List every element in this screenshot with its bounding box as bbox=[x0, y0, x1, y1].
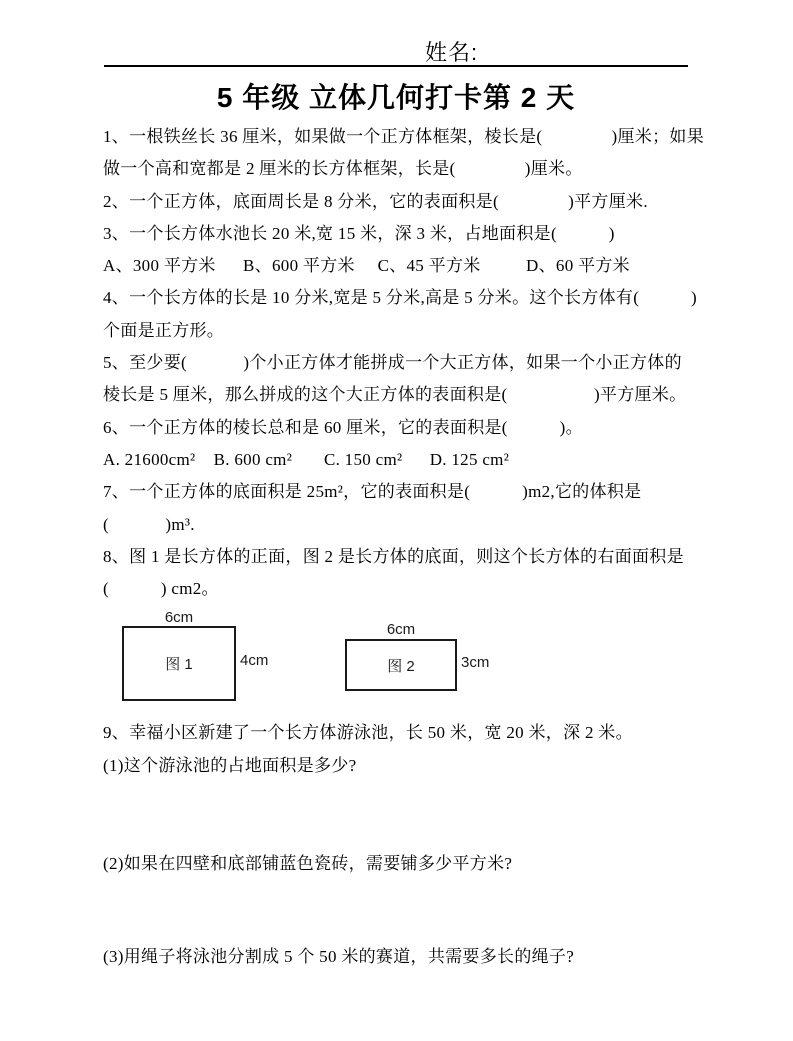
question-5-text: 5、至少要( )个小正方体才能拼成一个大正方体，如果一个小正方体的 bbox=[103, 353, 682, 373]
question-4-text-cont: 个面是正方形。 bbox=[103, 320, 225, 340]
figure-1-caption: 图 1 bbox=[165, 656, 193, 674]
figure-2-caption: 图 2 bbox=[387, 657, 415, 675]
question-9-sub-2: (2)如果在四壁和底部铺蓝色瓷砖，需要铺多少平方米? bbox=[103, 854, 513, 874]
figure-1-rectangle bbox=[122, 626, 236, 701]
question-4-text: 4、一个长方体的长是 10 分米,宽是 5 分米,高是 5 分米。这个长方体有( ) bbox=[103, 288, 698, 308]
question-6-text: 6、一个正方体的棱长总和是 60 厘米，它的表面积是( )。 bbox=[103, 417, 583, 437]
figure-2-rectangle bbox=[345, 639, 457, 691]
worksheet-body bbox=[103, 121, 723, 974]
page-title: 5 年级 立体几何打卡第 2 天 bbox=[216, 82, 576, 113]
question-2-text: 2、一个正方体，底面周长是 8 分米，它的表面积是( )平方厘米. bbox=[103, 191, 648, 211]
figure-2-height-label: 3cm bbox=[461, 654, 490, 672]
question-8-text-cont: ( ) cm2。 bbox=[103, 579, 219, 599]
figure-2-width-label: 6cm bbox=[386, 621, 416, 639]
question-7-text: 7、一个正方体的底面积是 25m²，它的表面积是( )m2,它的体积是 bbox=[103, 482, 642, 502]
name-label: 姓名: bbox=[425, 40, 479, 65]
question-8-text: 8、图 1 是长方体的正面，图 2 是长方体的底面，则这个长方体的右面面积是 bbox=[103, 546, 684, 566]
question-3-options: A、300 平方米 B、600 平方米 C、45 平方米 D、60 平方米 bbox=[103, 256, 630, 276]
question-7-text-cont: ( )m³. bbox=[103, 514, 195, 534]
question-6-options: A. 21600cm² B. 600 cm² C. 150 cm² D. 125 cm² bbox=[103, 449, 510, 469]
question-8-figures bbox=[103, 605, 723, 717]
question-5-text-cont: 棱长是 5 厘米，那么拼成的这个大正方体的表面积是( )平方厘米。 bbox=[103, 385, 687, 405]
question-1-text: 1、一根铁丝长 36 厘米，如果做一个正方体框架，棱长是( )厘米；如果 bbox=[103, 127, 705, 146]
name-underline bbox=[104, 65, 688, 67]
question-9-sub-1: (1)这个游泳池的占地面积是多少? bbox=[103, 755, 357, 775]
question-1-text-cont: 做一个高和宽都是 2 厘米的长方体框架，长是( )厘米。 bbox=[103, 159, 583, 179]
question-9-text: 9、幸福小区新建了一个长方体游泳池，长 50 米，宽 20 米，深 2 米。 bbox=[103, 723, 633, 743]
figure-1-height-label: 4cm bbox=[240, 652, 269, 670]
question-9-sub-3: (3)用绳子将泳池分割成 5 个 50 米的赛道，共需要多长的绳子? bbox=[103, 947, 575, 967]
question-3-text: 3、一个长方体水池长 20 米,宽 15 米，深 3 米，占地面积是( ) bbox=[103, 223, 615, 243]
figure-1-width-label: 6cm bbox=[164, 609, 194, 627]
